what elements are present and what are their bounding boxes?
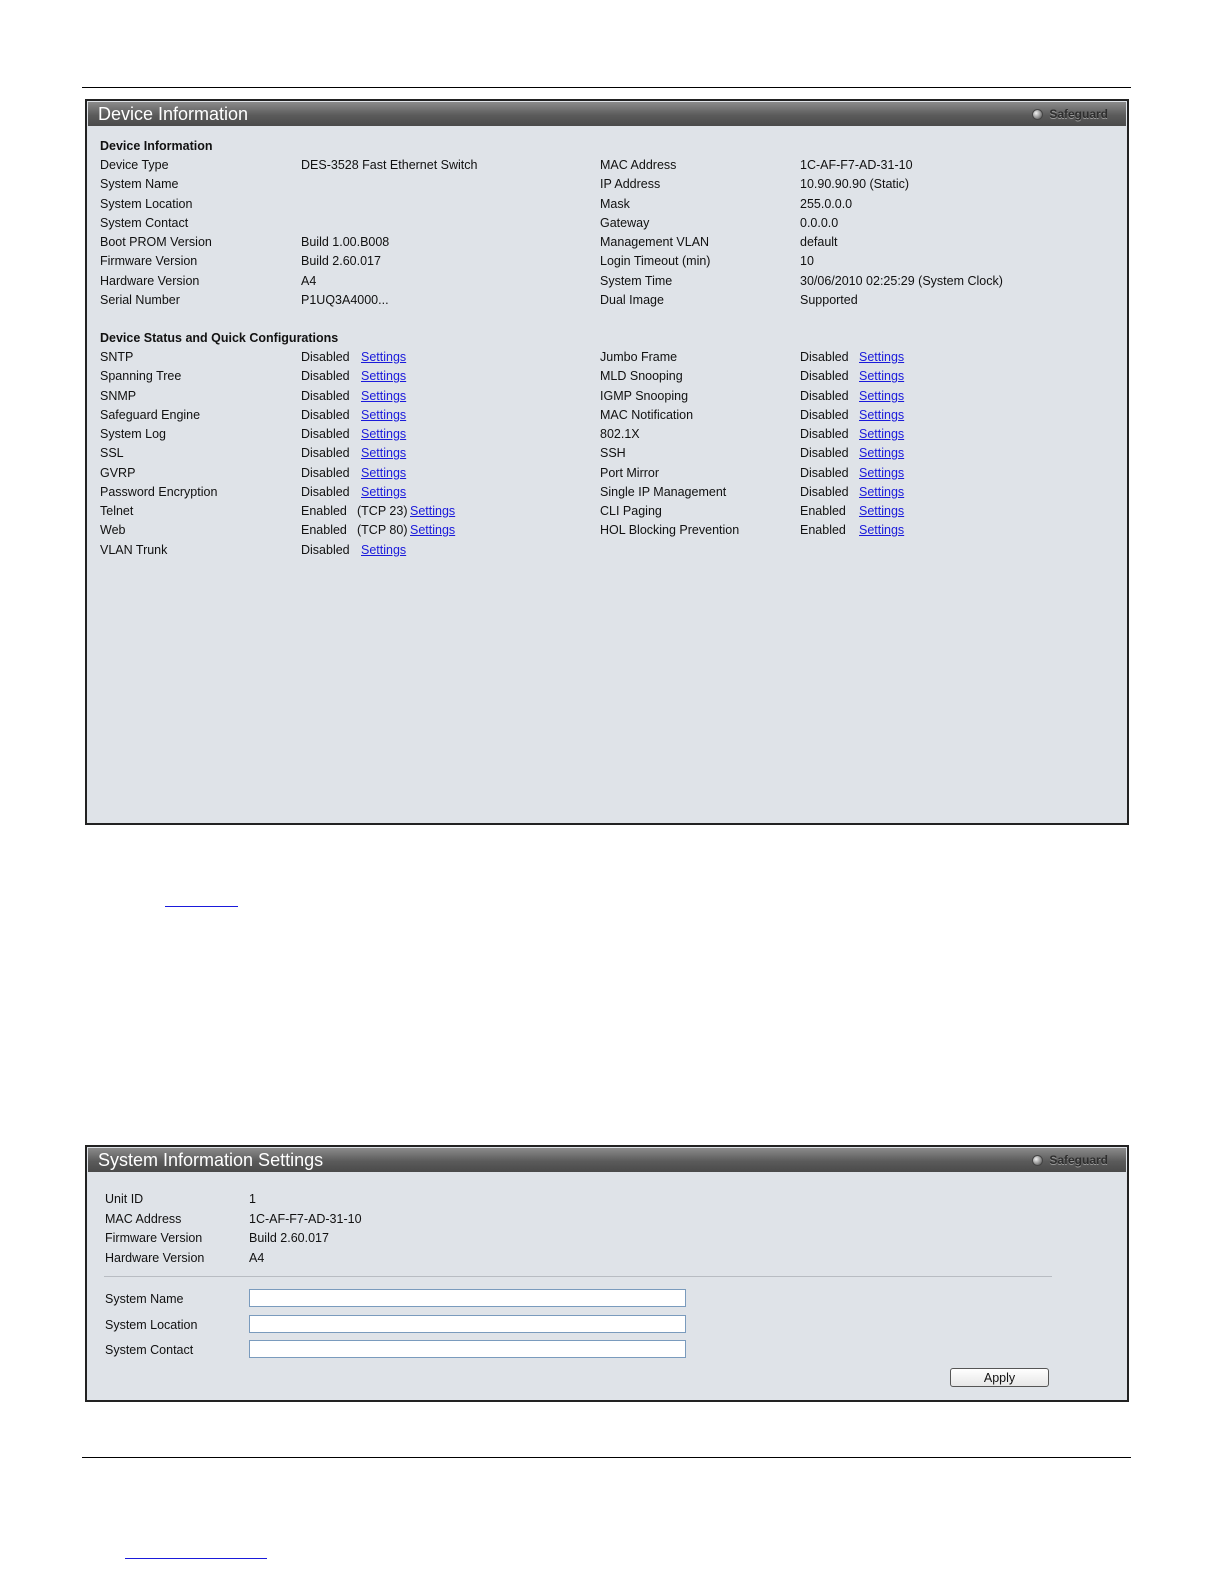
section-heading-device-status: Device Status and Quick Configurations bbox=[100, 331, 339, 345]
info-label: Hardware Version bbox=[105, 1250, 205, 1265]
safeguard-label: Safeguard bbox=[1049, 107, 1108, 121]
settings-link[interactable]: Settings bbox=[361, 350, 407, 364]
info-label: System Contact bbox=[100, 215, 189, 230]
status-label: 802.1X bbox=[600, 427, 640, 441]
settings-link[interactable]: Settings bbox=[859, 427, 905, 441]
status-value: Disabled bbox=[301, 388, 350, 403]
settings-link[interactable]: Settings bbox=[859, 369, 905, 384]
page-link-underline[interactable] bbox=[165, 906, 238, 907]
info-value: Build 1.00.B008 bbox=[301, 235, 390, 249]
page-link-underline[interactable] bbox=[125, 1558, 267, 1559]
status-value: Enabled bbox=[800, 523, 846, 538]
status-value: Disabled bbox=[301, 446, 350, 461]
status-label: Safeguard Engine bbox=[100, 407, 201, 422]
status-value: Disabled bbox=[301, 465, 350, 480]
info-label: Unit ID bbox=[105, 1192, 144, 1206]
info-label: System Location bbox=[100, 196, 193, 211]
settings-link[interactable]: Settings bbox=[361, 484, 407, 499]
info-value: A4 bbox=[249, 1250, 265, 1265]
settings-link[interactable]: Settings bbox=[859, 465, 905, 480]
status-value: Disabled bbox=[301, 369, 350, 384]
status-label: SNMP bbox=[100, 388, 137, 403]
info-value: 0.0.0.0 bbox=[800, 215, 839, 230]
info-label: Firmware Version bbox=[100, 254, 198, 269]
section-divider bbox=[104, 1276, 1052, 1277]
settings-link[interactable]: Settings bbox=[859, 446, 905, 461]
status-label: SSH bbox=[600, 446, 626, 461]
info-label: Serial Number bbox=[100, 292, 180, 307]
status-value: Disabled bbox=[301, 350, 350, 364]
info-label: Hardware Version bbox=[100, 273, 200, 288]
info-label: System Name bbox=[100, 177, 179, 192]
safeguard-indicator bbox=[1032, 1153, 1108, 1167]
panel-title: System Information Settings bbox=[98, 1150, 324, 1170]
settings-link[interactable]: Settings bbox=[361, 542, 407, 557]
settings-link[interactable]: Settings bbox=[361, 427, 407, 441]
system-contact-input[interactable] bbox=[249, 1340, 686, 1358]
field-label: System Location bbox=[105, 1317, 198, 1332]
settings-link[interactable]: Settings bbox=[859, 388, 905, 403]
status-label: IGMP Snooping bbox=[600, 388, 689, 403]
status-label: Port Mirror bbox=[600, 465, 660, 480]
info-value: DES-3528 Fast Ethernet Switch bbox=[301, 158, 478, 172]
field-label: System Contact bbox=[105, 1343, 194, 1357]
settings-link[interactable]: Settings bbox=[410, 504, 456, 518]
status-value: Disabled bbox=[800, 350, 849, 364]
field-label: System Name bbox=[105, 1292, 184, 1306]
status-label: Spanning Tree bbox=[100, 369, 182, 384]
info-label: MAC Address bbox=[105, 1211, 182, 1226]
settings-link[interactable]: Settings bbox=[361, 369, 407, 384]
settings-link[interactable]: Settings bbox=[410, 523, 456, 538]
status-label: HOL Blocking Prevention bbox=[600, 523, 740, 538]
info-label: System Time bbox=[600, 273, 673, 288]
status-label: Single IP Management bbox=[600, 484, 727, 499]
settings-link[interactable]: Settings bbox=[859, 523, 905, 538]
info-value: Build 2.60.017 bbox=[301, 254, 381, 269]
status-value: Disabled bbox=[800, 407, 849, 422]
status-label: GVRP bbox=[100, 465, 136, 480]
status-value: Disabled bbox=[301, 407, 350, 422]
info-label: Mask bbox=[600, 196, 630, 211]
status-label: SSL bbox=[100, 446, 124, 461]
safeguard-status-icon bbox=[1032, 109, 1043, 120]
info-label: Management VLAN bbox=[600, 235, 710, 249]
panel-title: Device Information bbox=[98, 104, 249, 124]
status-value: Enabled bbox=[301, 523, 347, 538]
info-value: 10 bbox=[800, 254, 814, 269]
info-value: 10.90.90.90 (Static) bbox=[800, 177, 910, 192]
info-label: Device Type bbox=[100, 158, 169, 172]
safeguard-status-icon bbox=[1032, 1155, 1043, 1166]
info-value: Build 2.60.017 bbox=[249, 1231, 329, 1245]
status-label: System Log bbox=[100, 427, 167, 441]
info-value: P1UQ3A4000... bbox=[301, 292, 389, 307]
status-label: CLI Paging bbox=[600, 504, 662, 518]
status-value: Disabled bbox=[301, 484, 350, 499]
status-label: MLD Snooping bbox=[600, 369, 683, 384]
settings-link[interactable]: Settings bbox=[859, 407, 905, 422]
settings-link[interactable]: Settings bbox=[361, 446, 407, 461]
status-label: MAC Notification bbox=[600, 407, 694, 422]
status-value: Disabled bbox=[800, 369, 849, 384]
info-label: Boot PROM Version bbox=[100, 235, 212, 249]
info-value: 255.0.0.0 bbox=[800, 196, 853, 211]
status-label: Telnet bbox=[100, 504, 134, 518]
system-name-input[interactable] bbox=[249, 1289, 686, 1307]
info-label: IP Address bbox=[600, 177, 661, 192]
top-page-rule bbox=[82, 87, 1131, 88]
status-value: Disabled bbox=[301, 542, 350, 557]
info-label: MAC Address bbox=[600, 158, 677, 172]
info-value: 1C-AF-F7-AD-31-10 bbox=[800, 158, 913, 172]
status-label: SNTP bbox=[100, 350, 134, 364]
settings-link[interactable]: Settings bbox=[859, 350, 905, 364]
bottom-page-rule bbox=[82, 1457, 1131, 1458]
settings-link[interactable]: Settings bbox=[361, 388, 407, 403]
safeguard-label: Safeguard bbox=[1049, 1153, 1108, 1167]
status-value: Disabled bbox=[800, 484, 849, 499]
info-label: Login Timeout (min) bbox=[600, 254, 711, 269]
status-label: Jumbo Frame bbox=[600, 350, 678, 364]
info-value: 1C-AF-F7-AD-31-10 bbox=[249, 1211, 362, 1226]
panel-header bbox=[88, 1148, 1126, 1172]
port-note: (TCP 23) bbox=[357, 504, 408, 518]
status-label: VLAN Trunk bbox=[100, 542, 168, 557]
port-note: (TCP 80) bbox=[357, 523, 408, 538]
settings-link[interactable]: Settings bbox=[361, 465, 407, 480]
info-value: 1 bbox=[249, 1192, 256, 1206]
info-value: default bbox=[800, 235, 838, 249]
info-label: Dual Image bbox=[600, 292, 664, 307]
apply-button[interactable]: Apply bbox=[950, 1368, 1049, 1387]
info-value: A4 bbox=[301, 273, 317, 288]
section-heading-device-information: Device Information bbox=[100, 139, 213, 153]
status-value: Disabled bbox=[800, 465, 849, 480]
info-label: Firmware Version bbox=[105, 1231, 203, 1245]
info-label: Gateway bbox=[600, 215, 650, 230]
status-value: Enabled bbox=[800, 504, 846, 518]
status-label: Web bbox=[100, 523, 126, 538]
settings-link[interactable]: Settings bbox=[859, 504, 905, 518]
status-value: Disabled bbox=[800, 427, 849, 441]
system-information-settings-panel bbox=[85, 1145, 1129, 1402]
status-value: Enabled bbox=[301, 504, 347, 518]
status-value: Disabled bbox=[800, 446, 849, 461]
info-value: Supported bbox=[800, 292, 858, 307]
device-information-panel bbox=[85, 99, 1129, 825]
info-value: 30/06/2010 02:25:29 (System Clock) bbox=[800, 273, 1003, 288]
safeguard-indicator bbox=[1032, 107, 1108, 121]
settings-link[interactable]: Settings bbox=[361, 407, 407, 422]
system-location-input[interactable] bbox=[249, 1315, 686, 1333]
status-value: Disabled bbox=[301, 427, 350, 441]
settings-link[interactable]: Settings bbox=[859, 484, 905, 499]
status-value: Disabled bbox=[800, 388, 849, 403]
panel-header bbox=[88, 102, 1126, 126]
status-label: Password Encryption bbox=[100, 484, 218, 499]
